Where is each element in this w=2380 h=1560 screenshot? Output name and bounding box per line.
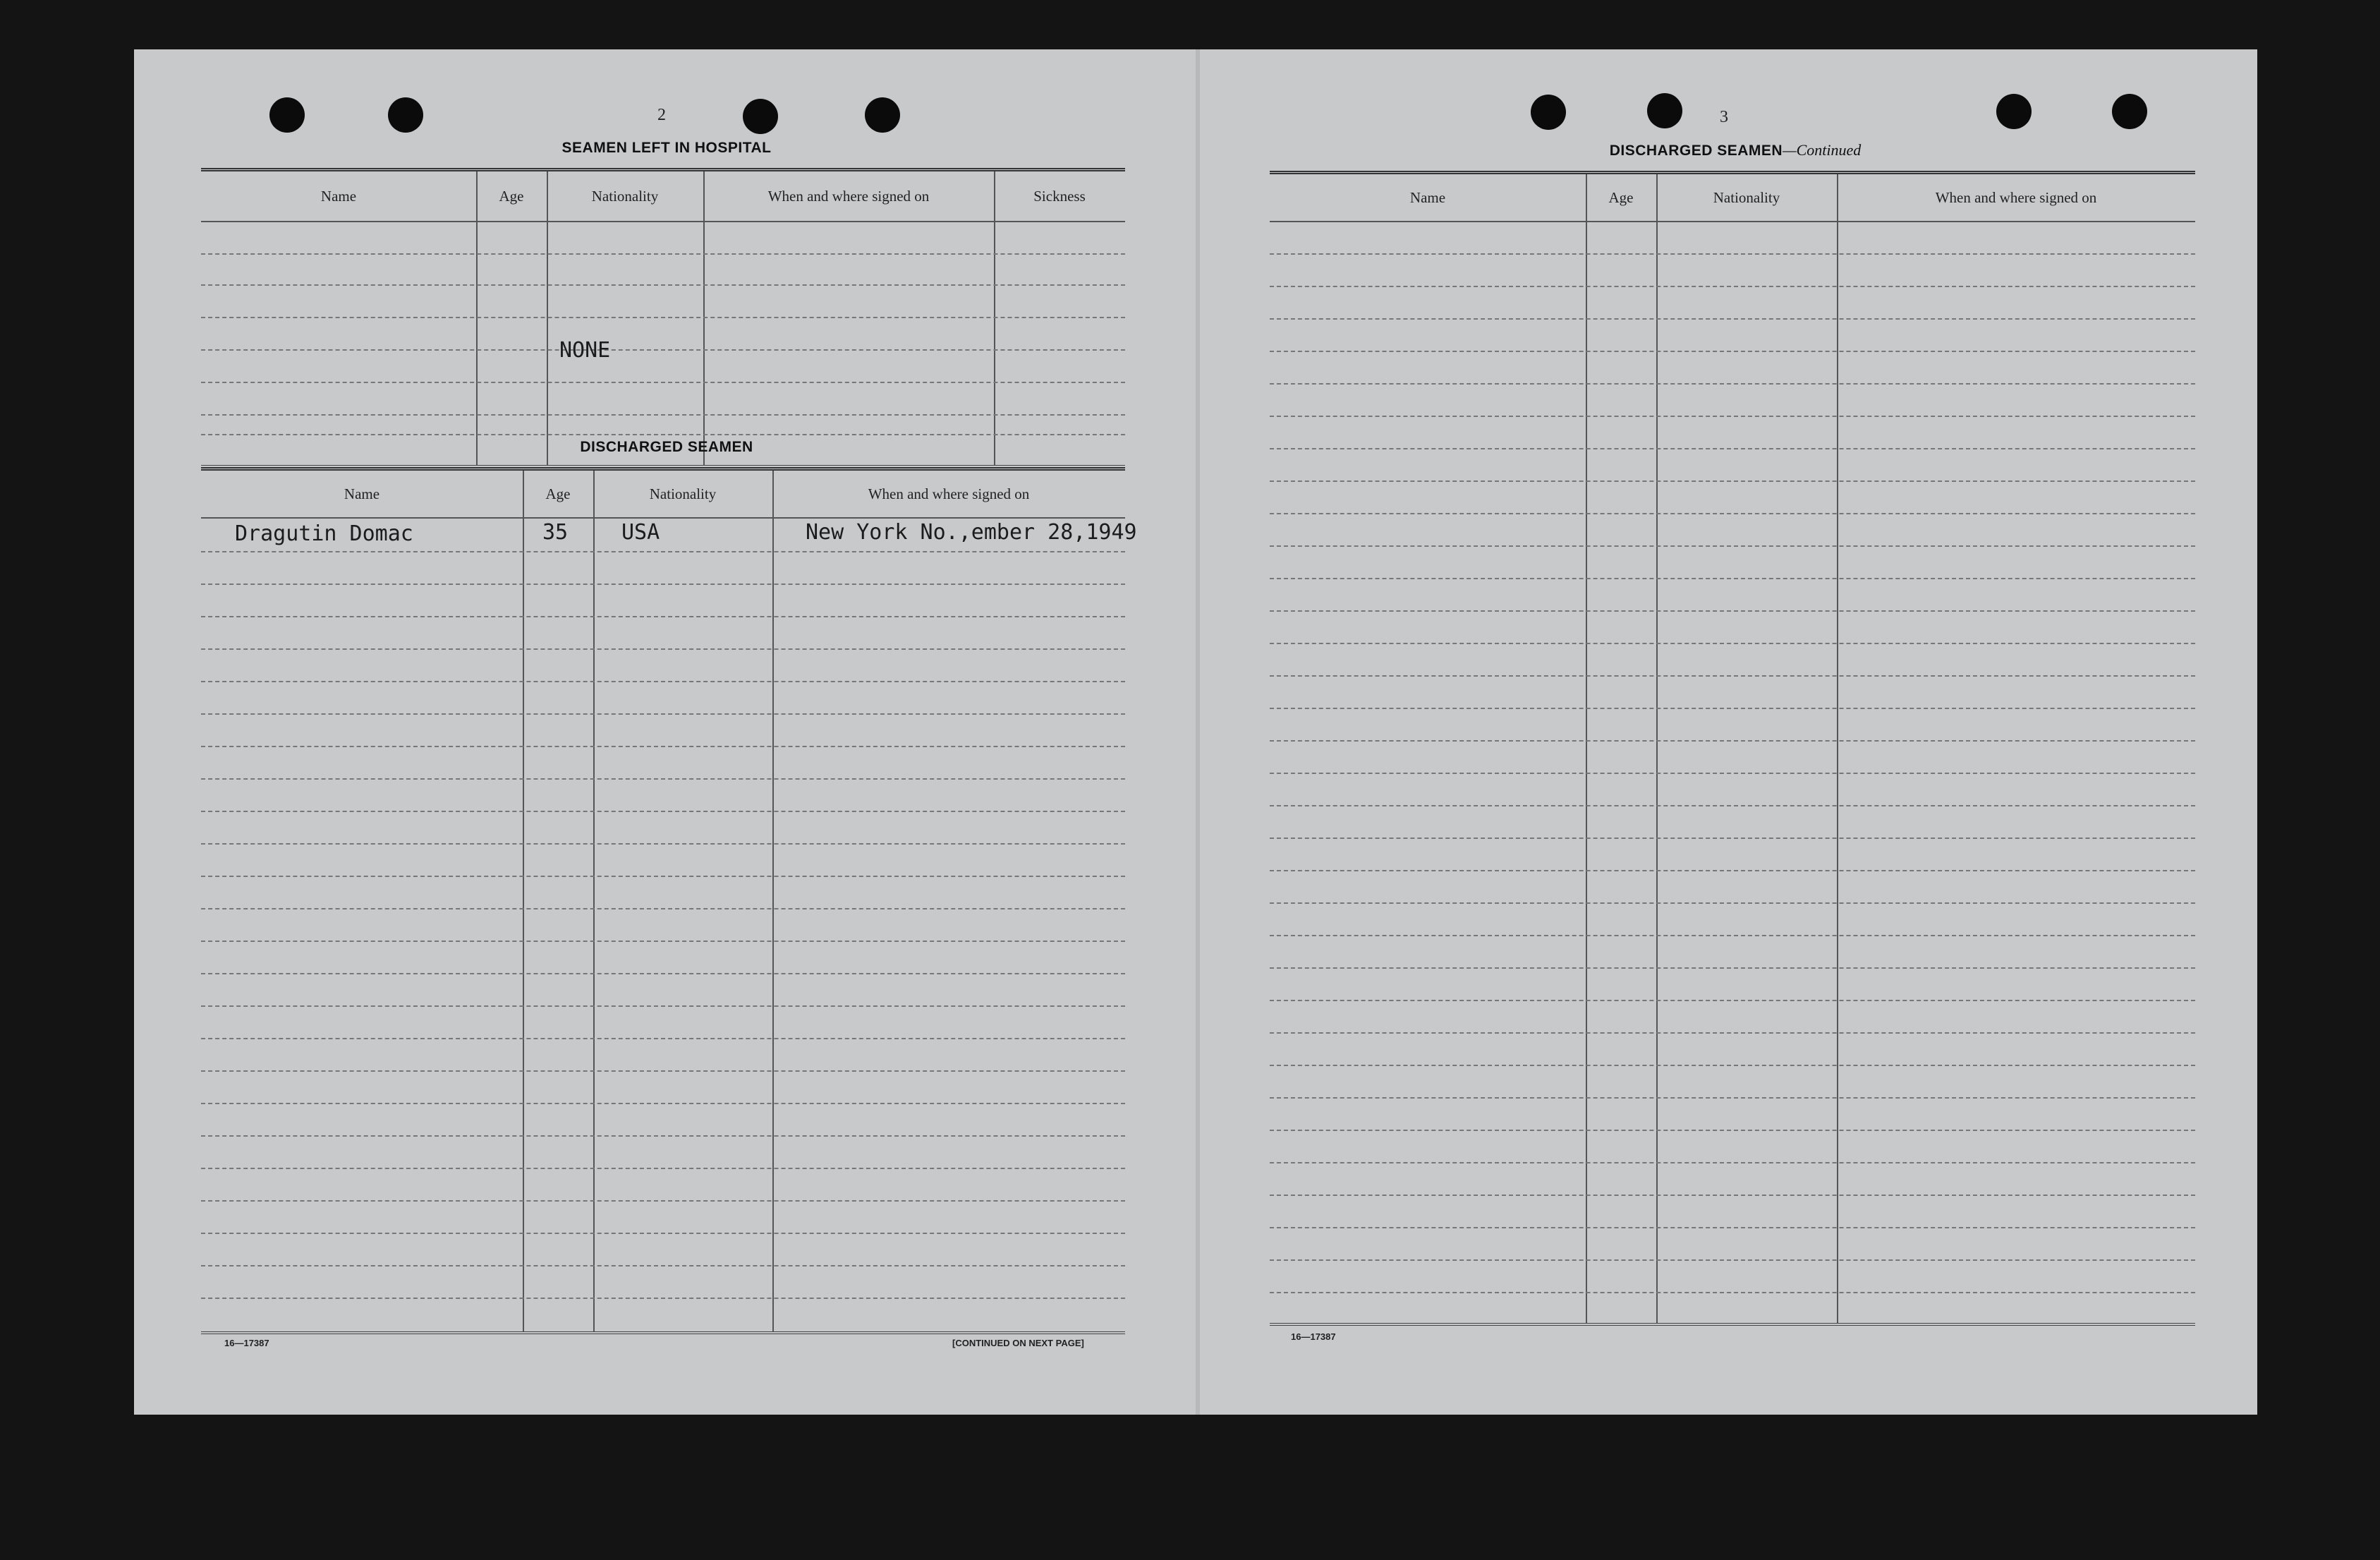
document-sheet	[134, 49, 2257, 1415]
page-number: 2	[657, 106, 666, 124]
column-header-nationality: Nationality	[649, 485, 717, 502]
title-main: DISCHARGED SEAMEN	[1609, 143, 1783, 159]
row-rule	[1270, 578, 2195, 579]
row-rule	[201, 317, 1125, 318]
row-rule	[201, 973, 1125, 974]
row-rule	[1270, 1227, 2195, 1228]
column-rule	[1656, 174, 1658, 1323]
column-rule	[1837, 174, 1838, 1323]
table-header	[201, 471, 1125, 519]
row-rule	[201, 253, 1125, 255]
punch-hole	[2112, 94, 2147, 129]
row-rule	[1270, 253, 2195, 255]
row-rule	[201, 648, 1125, 650]
row-rule	[1270, 545, 2195, 547]
row-rule	[1270, 383, 2195, 385]
seaman-nationality: USA	[621, 520, 660, 545]
row-rule	[1270, 708, 2195, 709]
row-rule	[1270, 610, 2195, 612]
table-header	[201, 171, 1125, 222]
column-rule	[1586, 174, 1587, 1323]
column-header-signed-on: When and where signed on	[1935, 188, 2097, 206]
row-rule	[201, 876, 1125, 877]
column-rule	[703, 171, 705, 465]
row-rule	[1270, 1032, 2195, 1034]
row-rule	[201, 778, 1125, 780]
column-header-nationality: Nationality	[591, 187, 659, 205]
column-header-name: Name	[1409, 188, 1446, 206]
row-rule	[201, 908, 1125, 909]
row-rule	[201, 616, 1125, 617]
page-number: 3	[1720, 108, 1728, 126]
punch-hole	[865, 97, 900, 133]
row-rule	[1270, 286, 2195, 287]
column-rule	[476, 171, 478, 465]
row-rule	[201, 1005, 1125, 1007]
row-rule	[1270, 838, 2195, 839]
row-rule	[1270, 935, 2195, 936]
row-rule	[201, 584, 1125, 585]
column-rule	[994, 171, 995, 465]
row-rule	[1270, 480, 2195, 482]
row-rule	[201, 1070, 1125, 1072]
column-header-signed-on: When and where signed on	[868, 485, 1030, 502]
row-rule	[1270, 773, 2195, 774]
punch-hole	[269, 97, 305, 133]
table-header	[1270, 174, 2195, 222]
row-rule	[1270, 675, 2195, 677]
row-rule	[201, 811, 1125, 812]
row-rule	[201, 414, 1125, 416]
hospital-section-title: SEAMEN LEFT IN HOSPITAL	[561, 140, 772, 156]
column-header-age: Age	[499, 187, 524, 205]
row-rule	[1270, 1065, 2195, 1066]
form-code: 16—17387	[1291, 1331, 1336, 1342]
row-rule	[1270, 416, 2195, 417]
row-rule	[201, 1135, 1125, 1137]
punch-hole	[1531, 95, 1566, 130]
row-rule	[201, 1168, 1125, 1169]
row-rule	[1270, 643, 2195, 644]
row-rule	[1270, 1195, 2195, 1196]
column-rule	[547, 171, 548, 465]
row-rule	[1270, 1130, 2195, 1131]
row-rule	[201, 1038, 1125, 1039]
discharged-continued-title	[1270, 141, 2201, 159]
row-rule	[201, 713, 1125, 715]
row-rule	[1270, 513, 2195, 514]
seaman-signed-on: New York No.,ember 28,1949	[806, 520, 1137, 545]
row-rule	[201, 434, 1125, 435]
column-header-age: Age	[1608, 188, 1634, 206]
column-header-sickness: Sickness	[1033, 187, 1086, 205]
row-rule	[1270, 805, 2195, 806]
row-rule	[201, 1103, 1125, 1104]
column-rule	[523, 471, 524, 1331]
row-rule	[201, 1298, 1125, 1299]
row-rule	[201, 551, 1125, 552]
hospital-entry-none: NONE	[559, 338, 611, 363]
page-fold	[1196, 49, 1200, 1415]
column-header-name: Name	[320, 187, 357, 205]
discharged-table	[201, 467, 1137, 1334]
row-rule	[1270, 1292, 2195, 1293]
hospital-table	[201, 168, 1125, 468]
punch-hole	[1647, 93, 1682, 128]
column-header-nationality: Nationality	[1713, 188, 1780, 206]
row-rule	[201, 843, 1125, 845]
row-rule	[201, 941, 1125, 942]
column-header-age: Age	[545, 485, 571, 502]
punch-hole	[743, 99, 778, 134]
seaman-name: Dragutin Domac	[235, 521, 413, 546]
row-rule	[201, 1265, 1125, 1266]
row-rule	[1270, 870, 2195, 871]
row-rule	[1270, 1097, 2195, 1099]
row-rule	[1270, 902, 2195, 904]
row-rule	[1270, 1259, 2195, 1261]
title-suffix: —Continued	[1783, 141, 1862, 159]
row-rule	[1270, 967, 2195, 969]
row-rule	[201, 1233, 1125, 1234]
column-header-signed-on: When and where signed on	[767, 187, 930, 205]
column-rule	[772, 471, 774, 1331]
row-rule	[201, 1200, 1125, 1202]
row-rule	[201, 681, 1125, 682]
row-rule	[201, 284, 1125, 286]
row-rule	[1270, 740, 2195, 742]
row-rule	[1270, 351, 2195, 352]
punch-hole	[1996, 94, 2032, 129]
discharged-continued-table	[1270, 171, 2195, 1326]
column-rule	[593, 471, 595, 1331]
row-rule	[201, 746, 1125, 747]
row-rule	[1270, 448, 2195, 449]
row-rule	[201, 349, 1125, 351]
seaman-age: 35	[542, 520, 569, 545]
continued-note: [CONTINUED ON NEXT PAGE]	[952, 1338, 1084, 1348]
row-rule	[1270, 1162, 2195, 1163]
discharged-section-title: DISCHARGED SEAMEN	[580, 439, 753, 455]
form-code: 16—17387	[224, 1338, 269, 1348]
row-rule	[1270, 318, 2195, 320]
column-header-name: Name	[344, 485, 380, 502]
punch-hole	[388, 97, 423, 133]
row-rule	[201, 382, 1125, 383]
row-rule	[1270, 1000, 2195, 1001]
